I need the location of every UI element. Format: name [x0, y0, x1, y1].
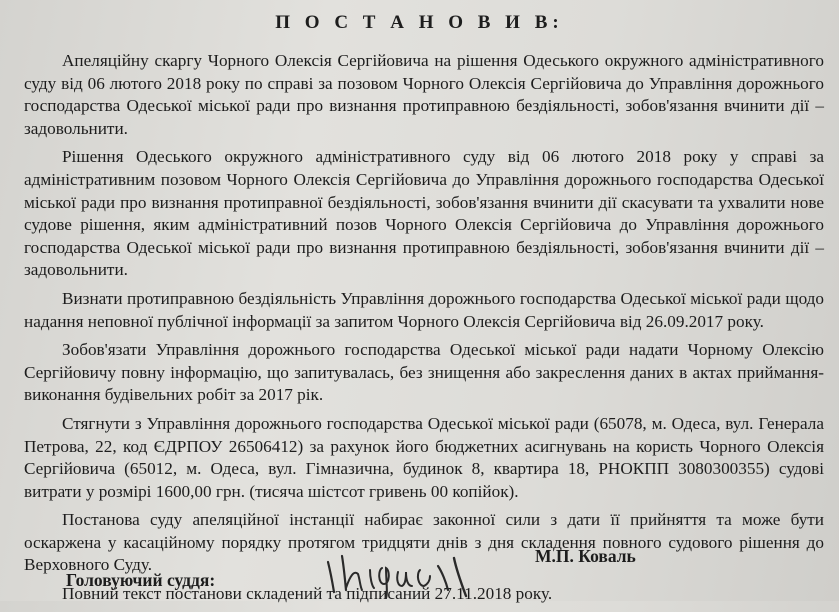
document-body — [24, 50, 824, 612]
paragraph-entry-into-force: Постанова суду апеляційної інстанції набирає законної сили з дати її прийняття та може бути оскаржена у касаційному порядку протягом тридцяти днів з дня складення повного судового рішення до Верховного Суду. — [24, 510, 824, 575]
paragraph-appeal: Апеляційну скаргу Чорного Олексія Сергійовича на рішення Одеського окружного адміністративного суду від 06 лютого 2018 року по справі за позовом Чорного Олексія Сергійовича до Управління дорожнього господарства Одеської міської ради про визнання протиправною бездіяльності, зобов'язання вчинити дії – задовольнити. — [24, 51, 824, 138]
signature-row — [0, 540, 839, 601]
document-title: П О С Т А Н О В И В: — [275, 12, 564, 33]
paragraph-decision: Рішення Одеського окружного адміністративного суду від 06 лютого 2018 року у справі за адміністративним позовом Чорного Олексія Сергійовича до Управління дорожнього господарства Одеської міської ради про визнання протиправної бездіяльності, зобов'язання вчинити дії скасувати та ухвалити нове судове рішення, яким адміністративний позов Чорного Олексія Сергійовича до Управління дорожнього господарства Одеської міської ради про визнання протиправною бездіяльності, зобов'язання вчинити дії – задовольнити. — [24, 147, 824, 280]
handwritten-signature — [320, 540, 480, 600]
judge-name: М.П. Коваль — [535, 546, 636, 566]
paragraph-recover-costs: Стягнути з Управління дорожнього господарства Одеської міської ради (65078, м. Одеса, вул. Генерала Петрова, 22, код ЄДРПОУ 26506412) за рахунок його бюджетних асигнувань на користь Чорного Олексія Сергійовича (65012, м. Одеса, вул. Гімназична, будинок 8, квартира 18, РНОКПП 3080300355) судові витрати у розмірі 1600,00 грн. (тисяча шістсот гривень 00 копійок). — [24, 413, 824, 501]
presiding-judge-label: Головуючий суддя: — [66, 570, 216, 590]
paragraph-oblige: Зобов'язати Управління дорожнього господарства Одеської міської ради надати Чорному Олексію Сергійовичу повну інформацію, що запитувалась, без знищення або закреслення даних в актах приймання-виконання будівельних робіт за 2017 рік. — [24, 340, 824, 405]
paragraph-recognize: Визнати протиправною бездіяльність Управління дорожнього господарства Одеської міської ради щодо надання неповної публічної інформації за запитом Чорного Олексія Сергійовича від 26.09.2017 року. — [24, 288, 824, 331]
paragraph-full-text: Повний текст постанови складений та підписаний 27.11.2018 року. — [62, 584, 553, 604]
